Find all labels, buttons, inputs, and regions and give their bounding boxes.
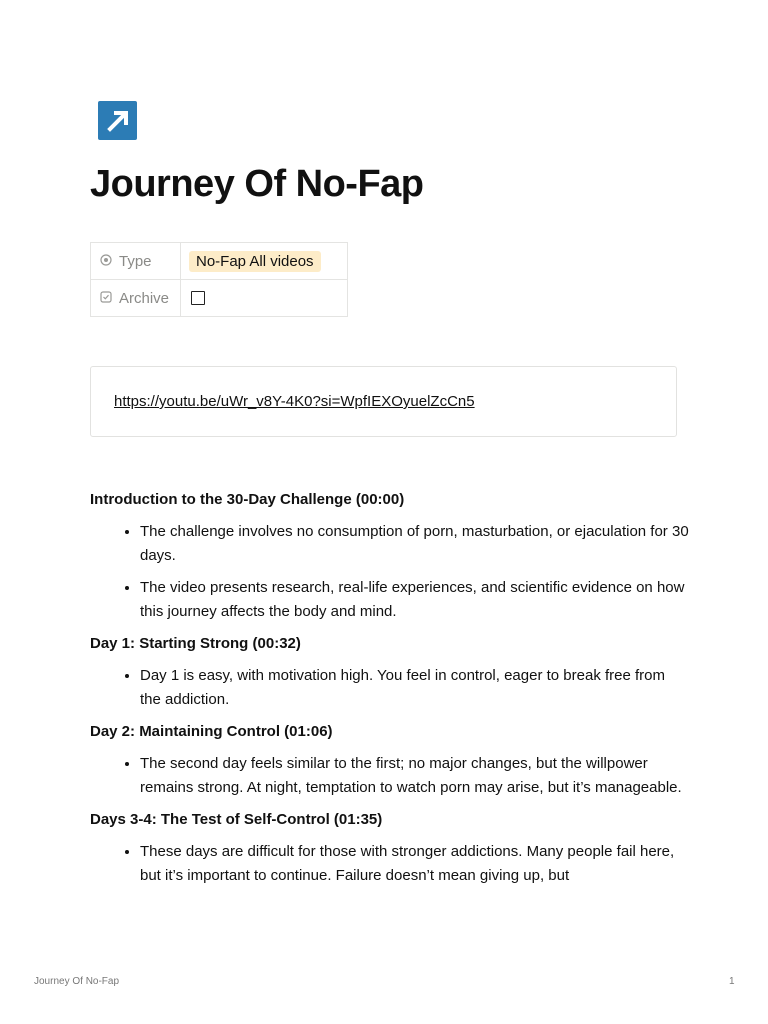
bookmark-link[interactable]: https://youtu.be/uWr_v8Y-4K0?si=WpfIEXOyuelZcCn5	[114, 393, 475, 410]
bullet-list	[90, 752, 690, 799]
section-heading: Day 2: Maintaining Control (01:06)	[90, 723, 333, 740]
property-name-type	[91, 243, 181, 279]
footer-title: Journey Of No-Fap	[34, 976, 120, 987]
property-name-archive	[91, 280, 181, 316]
type-tag[interactable]: No-Fap All videos	[189, 251, 321, 272]
bullet-list	[90, 840, 690, 887]
section-heading: Day 1: Starting Strong (00:32)	[90, 635, 301, 652]
property-row-type	[91, 243, 347, 280]
property-label: Archive	[119, 289, 170, 307]
arrow-up-right-icon	[98, 101, 137, 140]
property-row-archive	[91, 280, 347, 316]
page-content	[90, 488, 690, 896]
bookmark-block[interactable]	[90, 366, 677, 437]
list-item: • These days are difficult for those with stronger addictions. Many people fail here, but it’s important to continue. Failure doesn’t mean giving up, but	[140, 840, 690, 887]
page-title: Journey Of No-Fap	[90, 163, 424, 205]
property-label: Type	[119, 252, 152, 270]
section-heading: Introduction to the 30-Day Challenge (00:00)	[90, 491, 405, 508]
property-value-type[interactable]	[181, 243, 321, 279]
section-heading: Days 3-4: The Test of Self-Control (01:35)	[90, 811, 383, 828]
list-item: • The video presents research, real-life experiences, and scientific evidence on how this journey affects the body and mind.	[140, 576, 690, 623]
checkbox-icon	[100, 290, 112, 307]
bullet-list	[90, 520, 690, 623]
property-value-archive	[181, 280, 205, 316]
properties-table	[90, 242, 348, 317]
archive-checkbox[interactable]	[191, 291, 205, 305]
bullet-list	[90, 664, 690, 711]
footer-page-number: 1	[729, 976, 735, 987]
select-icon	[100, 253, 112, 270]
list-item: • Day 1 is easy, with motivation high. You feel in control, eager to break free from the addiction.	[140, 664, 690, 711]
list-item: • The challenge involves no consumption of porn, masturbation, or ejaculation for 30 days.	[140, 520, 690, 567]
list-item: • The second day feels similar to the first; no major changes, but the willpower remains strong. At night, temptation to watch porn may arise, but it’s manageable.	[140, 752, 690, 799]
